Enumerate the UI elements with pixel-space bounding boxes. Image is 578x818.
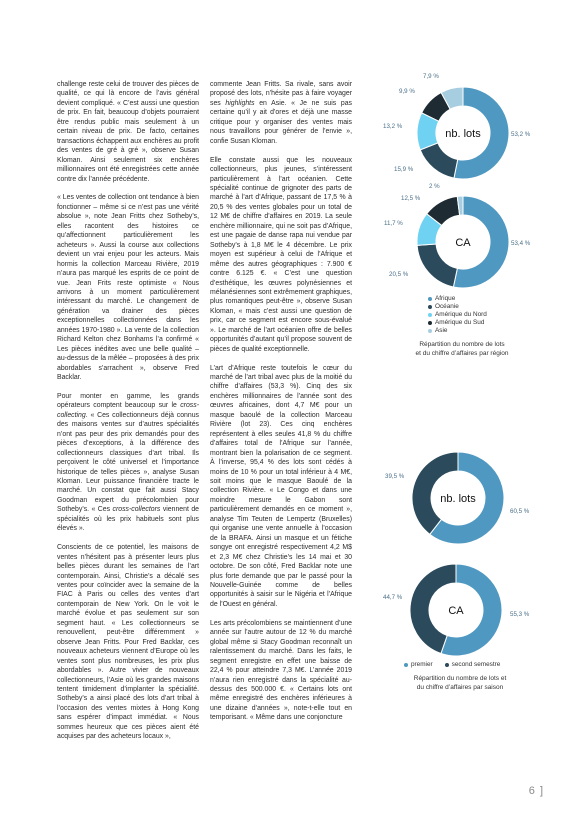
legend-item: Amérique du Sud	[428, 319, 487, 327]
legend-item: Asie	[428, 327, 487, 335]
data-label: 7,9 %	[423, 73, 439, 80]
data-label: 13,2 %	[383, 123, 403, 130]
data-label: 55,3 %	[510, 611, 530, 618]
data-label: 44,7 %	[383, 594, 403, 601]
article-column-1	[57, 80, 199, 751]
legend-item: Amérique du Nord	[428, 311, 487, 319]
chart-caption-region: Répartition du nombre de lots et du chiffre d’affaires par région	[415, 341, 509, 357]
donut-center-title: CA	[448, 605, 464, 617]
donut-chart-ca-region	[415, 194, 511, 290]
donut-chart-lots-season	[410, 450, 506, 546]
article-paragraph: Elle constate aussi que les nouveaux collectionneurs, plus jeunes, s’intéressent particulièrement à l’art océanien. Cette spécialité continue de grignoter des parts de marché à l’art d’Afrique, passant de 17,5 % à 20,5 % des ventes globales pour un total de 12 M€ de chiffre d’affaires en 2019. La seule enchère millionnaire, qui ne soit pas d’Afrique, est une pagaie de danse rapa nui vendue par Sotheby’s à 1,8 M€ le 4 décembre. Le prix moyen est supérieur à celui de l’Afrique et même des autres géographiques : 7.900 € contre 6.125 €. « C’est une question d’esthétique, les œuvres polynésiennes et mélanésiennes sont extrêmement graphiques, plus romantiques peut-être », observe Susan Kloman, « mais c’est aussi une question de prix, car ce segment est encore sous-évalué ». Le marché de l’art océanien offre de belles opportunités d’autant qu’il propose souvent de pièces de qualité exceptionnelle.	[210, 156, 352, 353]
donut-center-title: CA	[455, 237, 471, 249]
donut-center-title: nb. lots	[440, 493, 476, 505]
data-label: 9,9 %	[399, 88, 415, 95]
article-paragraph: Conscients de ce potentiel, les maisons de ventes n’hésitent pas à présenter leurs plus belles pièces durant les semaines de l’art contemporain. Ainsi, Christie’s a décalé ses ventes pour coïncider avec la semaine de la FIAC à Paris ou celles des ventes d’art contemporain de New York. On le voit le marché évolue et pas seulement sur son segment haut. « Les collectionneurs se renouvellent, peut-être différemment » observe Jean Fritts. Pour Fred Backlar, ces nouveaux acheteurs viennent d’Europe où les ventes sont plus nombreuses, les prix plus abordables ». Autre vivier de nouveaux collectionneurs, l’Asie où les grandes maisons tentent timidement d’implanter la spécialité. Sotheby’s a ainsi placé des lots d’art tribal à l’occasion des ventes mixtes à Hong Kong sans espérer d’impact immédiat. « Nous sommes heureux que ces pièces aient été acquises par des acheteurs locaux »,	[57, 544, 199, 741]
page-number: 6 ]	[528, 785, 544, 797]
legend-region	[428, 295, 487, 335]
legend-item: premier second semestre	[404, 661, 500, 669]
donut-slice	[417, 244, 457, 287]
article-paragraph: challenge reste celui de trouver des pièces de qualité, ce qui là encore de l’avis général devient compliqué. « C’est aussi une question de prix. En fait, beaucoup d’objets pourraient être rendus public mais seulement à un certain niveau de prix. De facto, certaines transactions échappent aux enchères au profit des ventes de gré à gré », observe Susan Kloman. Ainsi seulement six enchères millionnaires ont été enregistrées cette année contre dix l’année précédente.	[57, 81, 199, 183]
data-label: 53,2 %	[511, 131, 531, 138]
donut-center-title: nb. lots	[445, 128, 481, 140]
data-label: 15,9 %	[394, 166, 414, 173]
article-paragraph: Pour monter en gamme, les grands opérateurs comptent beaucoup sur le cross-collecting. « Ces collectionneurs déjà connus des maisons ventes sur d’autres spécialités n’ont pas peur des prix demandés pour des pièces d’exceptions, à la différence des collectionneurs classiques d’art tribal. Ils perçoivent le côté universel et l’importance historique de telles pièces », analyse Susan Kloman. Leur puissance financière tracte le marché. Un constat que fait aussi Stacy Goodman expert du précolombien pour Sotheby’s. « Ces cross-collectors viennent de spécialités où les prix habituels sont plus élevés ».	[57, 392, 199, 533]
donut-chart-lots-region	[415, 85, 511, 181]
data-label: 53,4 %	[511, 240, 531, 247]
legend-item: Afrique	[428, 295, 487, 303]
chart-caption-season: Répartition du nombre de lots et du chiffre d’affaires par saison	[413, 675, 507, 691]
article-paragraph: Les arts précolombiens se maintiennent d’une année sur l’autre autour de 12 % du marché global même si Stacy Goodman reconnaît un ralentissement du marché. Dans les faits, le segment enregistre en effet une baisse de 22,4 % pour atteindre 7,3 M€. L’année 2019 n’aura rien enregistré dans la spécialité au-dessus des 500.000 €. « Certains lots ont même enregistré des enchères inférieures à une dizaine d’années », note-t-elle tout en temporisant. « Même dans une conjoncture	[210, 619, 352, 722]
article-paragraph: « Les ventes de collection ont tendance à bien fonctionner – même si ce n’est pas une vérité absolue », note Jean Fritts chez Sotheby’s, elles racontent des histoires ce qu’affectionnent particulièrement les acheteurs ». Aussi la course aux collections devient un vrai enjeu pour les acteurs. Mais hormis la collection Marceau Rivière, 2019 n’aura pas marqué les esprits de ce point de vue. Jean Frits reste optimiste « Nous arrivons à un moment particulièrement intéressant du marché. Le changement de génération va drainer des pièces exceptionnelles collectionnées dans les années 1970-1980 ». La vente de la collection Richard Kelton chez Bonhams l’a confirmé « Les pièces inédites avec une belle qualité – au-dessus de la mêlée – proposées à des prix abordables s’arrachent », observe Fred Backlar.	[57, 194, 199, 382]
data-label: 39,5 %	[385, 473, 405, 480]
legend-season	[404, 661, 500, 669]
legend-item: Océanie	[428, 303, 487, 311]
data-label: 60,5 %	[510, 508, 530, 515]
data-label: 12,5 %	[401, 195, 421, 202]
data-label: 20,5 %	[389, 271, 409, 278]
article-paragraph: commente Jean Fritts. Sa rivale, sans avoir proposé des lots, n’hésite pas à faire voyager ses highlights en Asie. « Je ne suis pas certaine qu’il y ait d’ores et déjà une masse critique pour y organiser des ventes mais nous travaillons pour générer de l’envie », confie Susan Kloman.	[210, 81, 352, 145]
article-column-2	[210, 80, 352, 732]
donut-chart-ca-season	[408, 562, 504, 658]
data-label: 11,7 %	[384, 220, 403, 227]
data-label: 2 %	[429, 183, 440, 190]
article-paragraph: L’art d’Afrique reste toutefois le cœur du marché de l’art tribal avec plus de la moitié du chiffre d’affaires (53,3 %). Cinq des six enchères millionnaires de l’année sont des œuvres africaines, dont 4,7 M€ pour un masque baoulé de la collection Marceau Rivière (lot 23). Ces cinq enchères représentent à elles seules 41,8 % du chiffre d’affaires total de l’Afrique sur l’année, montrant bien la polarisation de ce segment. À l’inverse, 95,4 % des lots sont cédés à moins de 10 % pour un total inférieur à 4 M€, soit moins que le masque Baoulé de la collection Rivière. « Le Congo et dans une moindre mesure le Gabon sont particulièrement demandés en ce moment », analyse Tim Teuten de Lempertz (Bruxelles) qui organise une vente annuelle à l’occasion de la BRAFA. Ainsi un masque et un fétiche songye ont enregistré respectivement 4,2 M$ et 2,3 M€ chez Christie’s les 14 mai et 30 octobre. De son côté, Fred Backlar note une plus forte demande que par le passé pour la Nouvelle-Guinée comme de belles opportunités à saisir sur le Nigéria et l’Afrique de l’Ouest en général.	[210, 364, 352, 608]
